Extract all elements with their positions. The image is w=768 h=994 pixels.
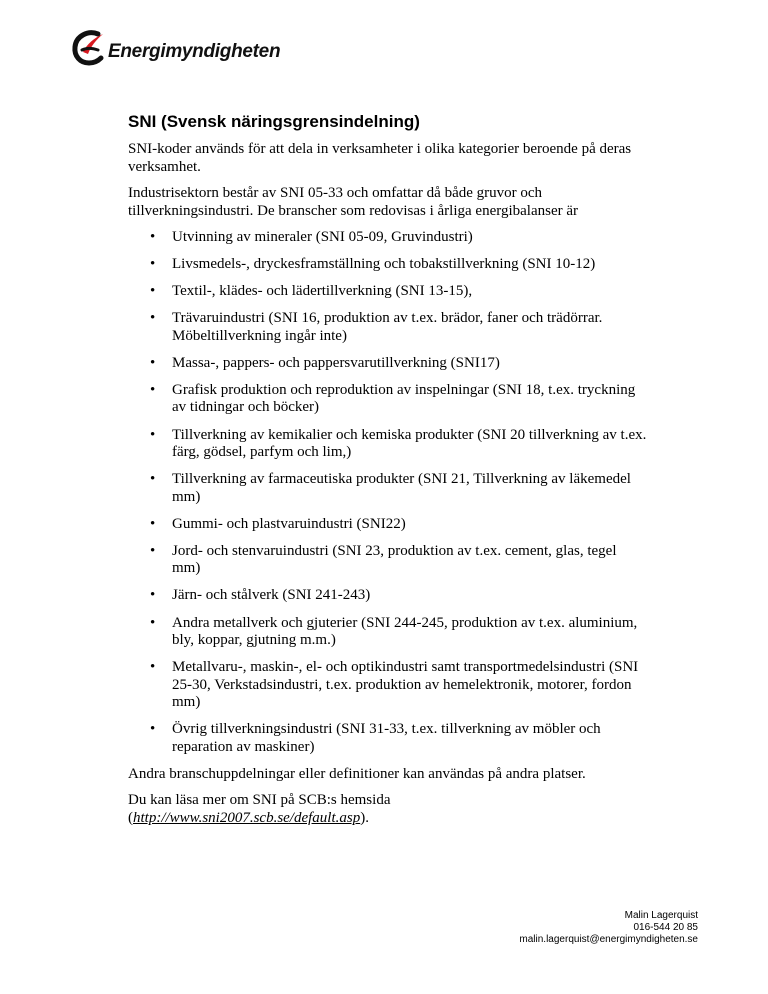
list-item-text: Grafisk produktion och reproduktion av inspelningar (SNI 18, t.ex. tryckning av tidningar och böcker) xyxy=(172,381,636,416)
list-item xyxy=(128,516,648,534)
list-item xyxy=(128,427,648,462)
list-item xyxy=(128,229,648,247)
list-item-text: Textil-, klädes- och lädertillverkning (SNI 13-15), xyxy=(172,283,473,300)
contact-name: Malin Lagerquist xyxy=(624,910,698,921)
list-item-text: Utvinning av mineraler (SNI 05-09, Gruvindustri) xyxy=(172,229,473,245)
list-item-text: Metallvaru-, maskin-, el- och optikindustri samt transportmedelsindustri (SNI 25-30, Verkstadsindustri, t.ex. produktion av hemelektronik, motorer, fordon mm) xyxy=(172,659,639,711)
list-item xyxy=(128,355,648,373)
bullet-icon: • xyxy=(150,542,156,559)
list-item-text: Tillverkning av farmaceutiska produkter (SNI 21, Tillverkning av läkemedel mm) xyxy=(172,471,631,505)
bullet-icon: • xyxy=(150,471,156,488)
list-item xyxy=(128,587,648,605)
read-more-text: Du kan läsa mer om SNI på SCB:s hemsida xyxy=(128,792,391,809)
bullet-icon: • xyxy=(150,229,156,245)
contact-phone: 016-544 20 85 xyxy=(633,922,698,933)
list-item xyxy=(128,382,648,417)
list-item-text: Jord- och stenvaruindustri (SNI 23, produktion av t.ex. cement, glas, tegel mm) xyxy=(172,542,617,577)
contact-block xyxy=(519,910,698,946)
list-item xyxy=(128,543,648,578)
link-open-paren: ( xyxy=(128,809,133,826)
bullet-icon: • xyxy=(150,659,156,676)
logo-text: Energimyndigheten xyxy=(108,41,281,62)
bullet-icon: • xyxy=(150,283,156,300)
list-item-text: Massa-, pappers- och pappersvarutillverkning (SNI17) xyxy=(172,354,500,371)
bullet-icon: • xyxy=(150,354,156,371)
list-item xyxy=(128,721,648,756)
bullet-icon: • xyxy=(150,614,156,631)
list-item xyxy=(128,283,648,301)
bullet-icon: • xyxy=(150,587,156,604)
list-item xyxy=(128,471,648,506)
link-close-paren: ). xyxy=(360,809,369,826)
list-item xyxy=(128,310,648,345)
bullet-icon: • xyxy=(150,721,156,738)
list-item xyxy=(128,615,648,650)
list-item-text: Övrig tillverkningsindustri (SNI 31-33, t.ex. tillverkning av möbler och reparation av maskiner) xyxy=(172,721,601,755)
logo xyxy=(70,28,280,68)
intro-paragraph: SNI-koder används för att dela in verksamheter i olika kategorier beroende på deras verksamhet. xyxy=(128,141,632,175)
list-item xyxy=(128,256,648,274)
industry-list xyxy=(128,229,648,756)
energimyndigheten-logo-icon xyxy=(70,28,106,68)
bullet-icon: • xyxy=(150,515,156,532)
other-definitions-paragraph: Andra branschuppdelningar eller definitioner kan användas på andra platser. xyxy=(128,765,586,782)
page-title: SNI (Svensk näringsgrensindelning) xyxy=(128,112,420,131)
contact-email: malin.lagerquist@energimyndigheten.se xyxy=(519,934,698,945)
bullet-icon: • xyxy=(150,256,156,273)
bullet-icon: • xyxy=(150,310,156,327)
bullet-icon: • xyxy=(150,426,156,443)
list-item-text: Livsmedels-, dryckesframställning och tobakstillverkning (SNI 10-12) xyxy=(172,256,596,273)
list-item xyxy=(128,659,648,712)
scb-sni-link[interactable]: http://www.sni2007.scb.se/default.asp xyxy=(133,809,361,826)
industry-intro-paragraph: Industrisektorn består av SNI 05-33 och omfattar då både gruvor och tillverkningsindustri. De branscher som redovisas i årliga energibalanser är xyxy=(128,185,579,219)
document-body xyxy=(128,112,648,836)
list-item-text: Gummi- och plastvaruindustri (SNI22) xyxy=(172,515,406,532)
list-item-text: Järn- och stålverk (SNI 241-243) xyxy=(172,587,371,604)
list-item-text: Andra metallverk och gjuterier (SNI 244-245, produktion av t.ex. aluminium, bly, koppar, gjutning m.m.) xyxy=(172,614,638,649)
list-item-text: Tillverkning av kemikalier och kemiska produkter (SNI 20 tillverkning av t.ex. färg, gödsel, parfym och lim,) xyxy=(172,426,647,461)
read-more-paragraph xyxy=(128,792,648,827)
list-item-text: Trävaruindustri (SNI 16, produktion av t.ex. brädor, faner och trädörrar. Möbeltillverkning ingår inte) xyxy=(172,310,603,344)
bullet-icon: • xyxy=(150,381,156,398)
